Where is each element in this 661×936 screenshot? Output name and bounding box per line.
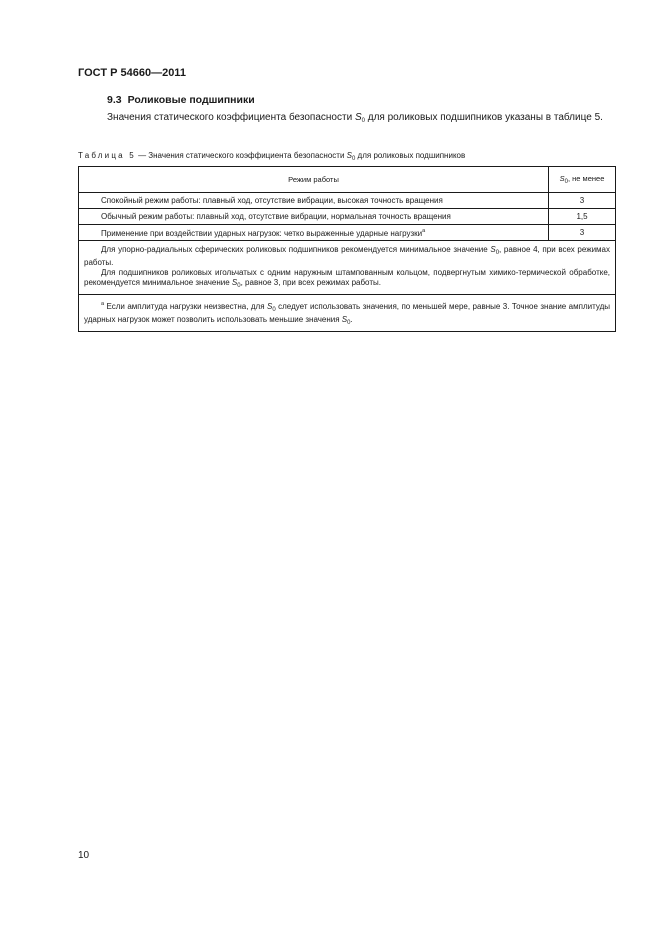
footnote-symbol: S (267, 302, 273, 311)
intro-text: Значения статического коэффициента безопасности (107, 112, 355, 123)
table-row (79, 225, 616, 241)
note-2-subscript: 0 (237, 283, 241, 289)
intro-subscript: 0 (361, 118, 365, 124)
table-row (79, 209, 616, 225)
table-caption (78, 151, 465, 162)
section-title: Роликовые подшипники (127, 94, 255, 106)
intro-paragraph (78, 111, 615, 128)
note-2-symbol: S (231, 278, 238, 287)
footnote-marker: а (101, 301, 105, 307)
note-2-text-end: , равное 3, при всех режимах работы. (240, 278, 381, 287)
footnote-ref: a (422, 227, 426, 234)
note-2-text: Для подшипников роликовых игольчатых с одним наружным штампованным кольцом, подвергнутым химико-термической обработке, рекомендуется минимальное значение (84, 268, 610, 287)
note-2 (84, 268, 610, 291)
table-row (79, 193, 616, 209)
page-number: 10 (78, 850, 90, 861)
note-1-text: Для упорно-радиальных сферических роликовых подшипников рекомендуется минимальное значение (101, 245, 491, 254)
caption-symbol: S (346, 151, 352, 160)
footnote (84, 299, 610, 328)
row-value: 3 (549, 225, 616, 241)
caption-text-end: для роликовых подшипников (355, 151, 466, 160)
note-1 (84, 245, 610, 268)
header-suffix: , не менее (567, 174, 605, 183)
row-mode: Применение при воздействии ударных нагрузок: четко выраженные ударные нагрузки (101, 228, 423, 238)
intro-text-end: для роликовых подшипников указаны в таблице 5. (364, 112, 603, 123)
footnote-text-middle: следует использовать значения, по меньшей мере, равные 3. Точное знание амплитуды ударных нагрузок может позволить использовать меньшие значения (84, 302, 611, 324)
footnote-text: Если амплитуда нагрузки неизвестна, для (104, 302, 267, 311)
note-1-symbol: S (490, 245, 496, 254)
document-code: ГОСТ Р 54660—2011 (78, 67, 186, 79)
intro-symbol: S (354, 112, 362, 123)
caption-subscript: 0 (351, 156, 356, 162)
row-value: 1,5 (549, 209, 616, 225)
note-1-subscript: 0 (495, 250, 500, 256)
row-mode-cell (79, 225, 549, 241)
footnote-subscript: 0 (272, 307, 276, 313)
row-value: 3 (549, 193, 616, 209)
section-heading (107, 94, 255, 106)
safety-factor-table (78, 166, 616, 332)
header-mode: Режим работы (79, 167, 549, 193)
notes-row (79, 241, 616, 295)
header-symbol: S (559, 174, 565, 183)
notes-cell (79, 241, 616, 295)
footnote-symbol: S (341, 315, 348, 324)
footnote-cell (79, 295, 616, 332)
footnote-text-end: . (350, 315, 353, 324)
footnote-row (79, 295, 616, 332)
caption-label: Таблица 5 (78, 151, 136, 160)
header-value (549, 167, 616, 193)
footnote-subscript: 0 (347, 320, 351, 326)
note-1-text-end: , равное 4, при всех режимах работы. (84, 245, 611, 267)
section-number: 9.3 (107, 94, 122, 106)
header-subscript: 0 (564, 179, 568, 185)
row-mode: Спокойный режим работы: плавный ход, отсутствие вибрации, высокая точность вращения (79, 193, 549, 209)
table-header-row (79, 167, 616, 193)
row-mode: Обычный режим работы: плавный ход, отсутствие вибрации, нормальная точность вращения (79, 209, 549, 225)
caption-text: — Значения статического коэффициента безопасности (135, 151, 347, 160)
